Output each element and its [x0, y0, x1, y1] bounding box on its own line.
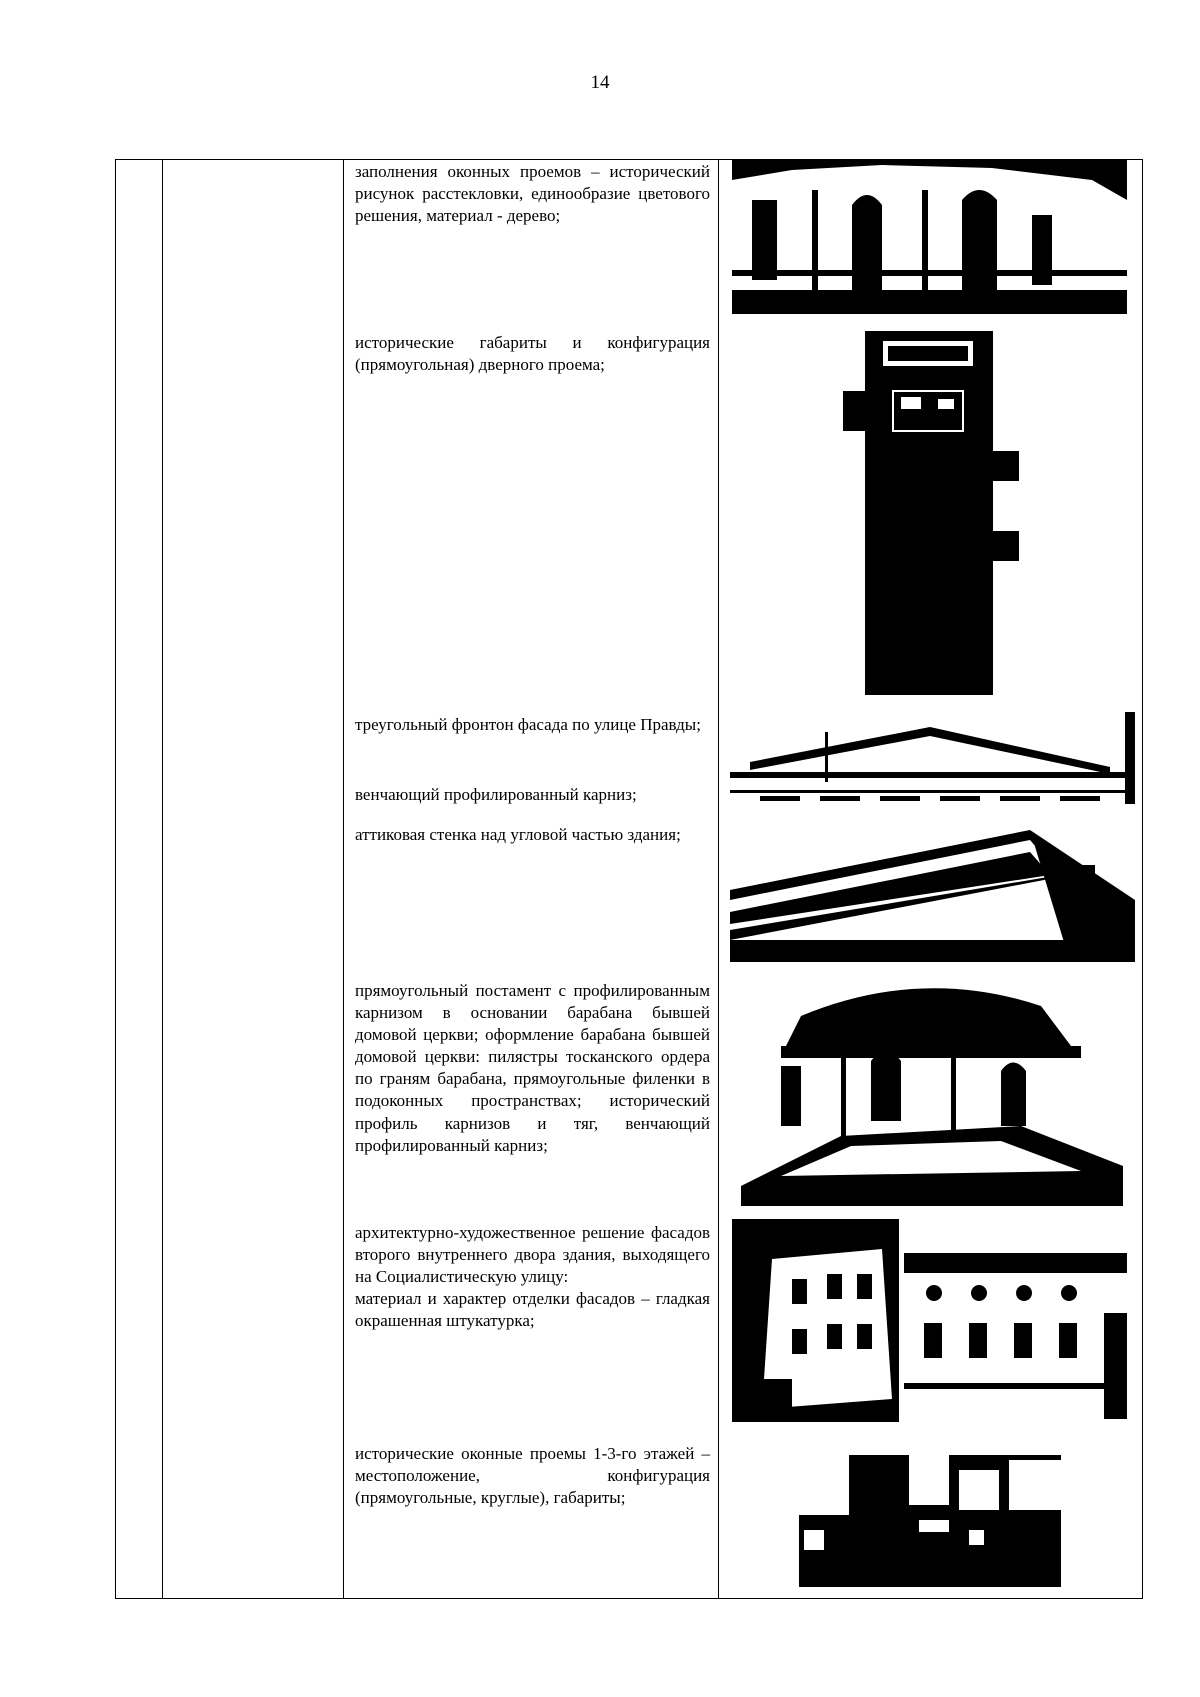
- text-block-cornice: [355, 784, 710, 806]
- photo-door: [843, 331, 1019, 695]
- text-block-pediment: [355, 714, 710, 736]
- block-text: исторические оконные проемы 1-3-го этажей – местоположение, конфигурация (прямоугольные, круглые), габариты;: [355, 1444, 710, 1508]
- photo-facade-windows: [732, 160, 1127, 314]
- table-column-divider-2: [343, 159, 344, 1599]
- photo-attic: [730, 820, 1135, 962]
- block-text: треугольный фронтон фасада по улице Правды;: [355, 715, 701, 734]
- photo-window-openings: [799, 1440, 1061, 1587]
- photo-courtyard-right: [904, 1253, 1127, 1419]
- block-text: аттиковая стенка над угловой частью здания;: [355, 825, 681, 844]
- block-text: заполнения оконных проемов – исторический рисунок расстекловки, единообразие цветового решения, материал - дерево;: [355, 162, 710, 226]
- block-text: прямоугольный постамент с профилированным карнизом в основании барабана бывшей домовой церкви; оформление барабана бывшей домовой церкви: пилястры тосканского ордера по граням барабана, прямоугольные филенки в подоконных пространствах; исторический профиль карнизов и тяг, венчающий профилированный карниз;: [355, 981, 710, 1155]
- text-block-windows: [355, 161, 710, 227]
- block-text: архитектурно-художественное решение фасадов второго внутреннего двора здания, выходящего на Социалистическую улицу:: [355, 1223, 710, 1287]
- page-number: 14: [590, 72, 610, 93]
- table-column-divider-3: [718, 159, 719, 1599]
- block-text: материал и характер отделки фасадов – гладкая окрашенная штукатурка;: [355, 1289, 710, 1331]
- table-column-divider-1: [162, 159, 163, 1599]
- photo-church-drum: [741, 976, 1123, 1206]
- photo-courtyard-left: [732, 1219, 899, 1422]
- block-text: венчающий профилированный карниз;: [355, 785, 637, 804]
- text-block-attic: [355, 824, 710, 846]
- text-block-door: [355, 332, 710, 376]
- text-block-drum: [355, 980, 710, 1157]
- block-text: исторические габариты и конфигурация (прямоугольная) дверного проема;: [355, 333, 710, 375]
- text-block-courtyard: [355, 1222, 710, 1332]
- photo-pediment: [730, 712, 1135, 804]
- text-block-window-openings: [355, 1443, 710, 1509]
